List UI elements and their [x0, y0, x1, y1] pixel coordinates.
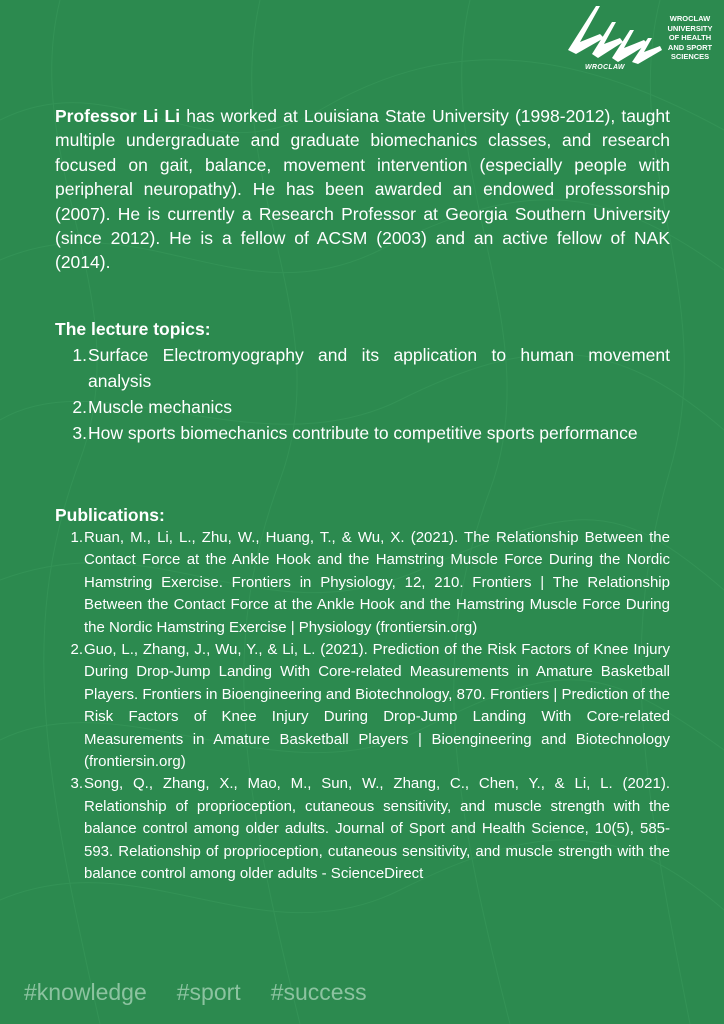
item-text: Surface Electromyography and its application to human movement analysis: [88, 345, 670, 391]
list-item: [55, 639, 670, 773]
hashtag-success: #success: [270, 979, 367, 1005]
logo-text: [664, 14, 716, 62]
logo-line: OF HEALTH: [668, 33, 712, 42]
hashtag-knowledge: #knowledge: [24, 979, 147, 1005]
logo-mark-word: WROCLAW: [585, 64, 625, 71]
list-item: [55, 342, 670, 394]
item-text: How sports biomechanics contribute to competitive sports performance: [88, 423, 638, 443]
bio-text: has worked at Louisiana State University (1998-2012), taught multiple undergraduate and graduate biomechanics classes, and research focused on gait, balance, movement intervention (especially people with peripheral neuropathy). He has been awarded an endowed professorship (2007). He is currently a Research Professor at Georgia Southern University (since 2012). He is a fellow of ACSM (2003) and an active fellow of NAK (2014).: [55, 106, 670, 273]
awf-logo-icon: [566, 4, 662, 66]
publications-list: [55, 527, 670, 886]
item-number: 2.: [70, 641, 83, 659]
item-text: Muscle mechanics: [88, 397, 232, 417]
item-number: 1.: [72, 345, 87, 365]
list-item: [55, 394, 670, 420]
item-number: 3.: [70, 775, 83, 793]
publication-text: Guo, L., Zhang, J., Wu, Y., & Li, L. (2021). Prediction of the Risk Factors of Knee Injury During Drop-Jump Landing With Core-related Measurements in Amature Basketball Players. Frontiers in Bioengineering and Biotechnology, 870. Frontiers | Prediction of the Risk Factors of Knee Injury During Drop-Jump Landing With Core-related Measurements in Amature Basketball Players | Bioengineering and Biotechnology (frontiersin.org): [84, 641, 670, 771]
bio-paragraph: [55, 104, 670, 275]
logo-line: AND SPORT: [667, 42, 713, 52]
hashtag-sport: #sport: [176, 979, 241, 1005]
publication-text: Ruan, M., Li, L., Zhu, W., Huang, T., & Wu, X. (2021). The Relationship Between the Contact Force at the Ankle Hook and the Hamstring Muscle Force During the Nordic Hamstring Exercise. Frontiers in Physiology, 12, 210. Frontiers | The Relationship Between the Contact Force at the Ankle Hook and the Hamstring Muscle Force During the Nordic Hamstring Exercise | Physiology (frontiersin.org): [84, 529, 670, 636]
hashtags: [24, 976, 367, 1008]
topics-list: [55, 342, 670, 446]
publications-heading: Publications:: [55, 505, 165, 525]
list-item: [55, 420, 670, 446]
list-item: [55, 773, 670, 885]
item-number: 1.: [70, 529, 83, 546]
list-item: [55, 527, 670, 639]
publication-text: Song, Q., Zhang, X., Mao, M., Sun, W., Zhang, C., Chen, Y., & Li, L. (2021). Relationship of proprioception, cutaneous sensitivity, and muscle strength with the balance control among older adults. Journal of Sport and Health Science, 10(5), 585-593. Relationship of proprioception, cutaneous sensitivity, and muscle strength with the balance control among older adults - ScienceDirect: [84, 775, 670, 883]
item-number: 2.: [72, 397, 87, 417]
university-logo: [566, 4, 716, 84]
topics-heading: The lecture topics:: [55, 319, 211, 339]
logo-line: WROCLAW: [669, 14, 711, 23]
professor-name: Professor Li Li: [55, 106, 181, 126]
item-number: 3.: [72, 423, 87, 443]
logo-line: SCIENCES: [670, 52, 710, 61]
logo-line: UNIVERSITY: [667, 23, 713, 33]
